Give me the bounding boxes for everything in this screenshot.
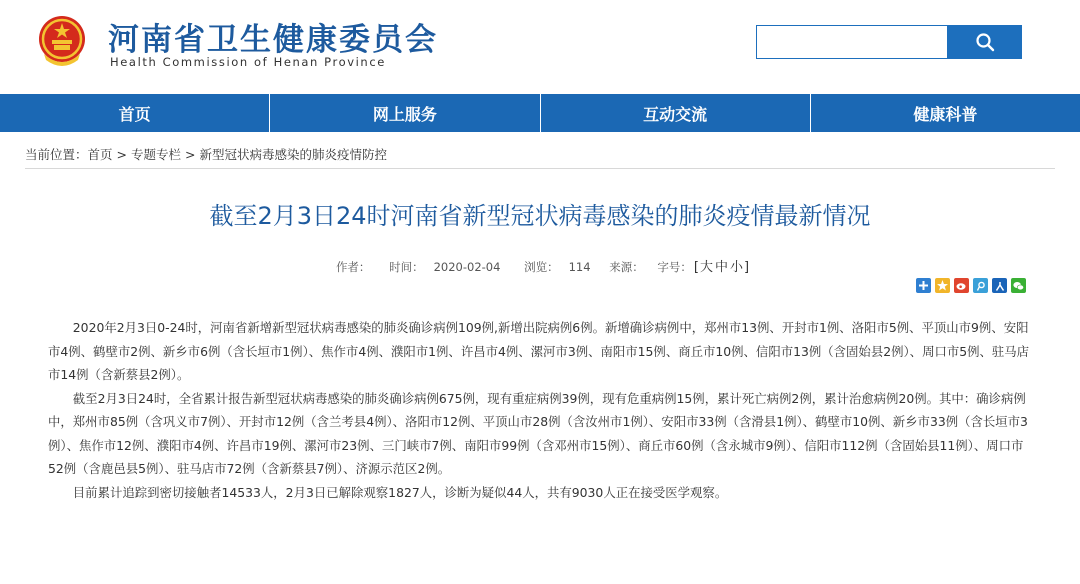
nav-item-online-services[interactable]: 网上服务 (270, 94, 540, 132)
weibo-icon[interactable] (954, 278, 969, 293)
article-body (48, 316, 1038, 504)
site-header (0, 0, 1080, 93)
search-input[interactable] (756, 25, 948, 59)
time-label: 时间： (389, 260, 424, 274)
article-meta (0, 256, 1080, 275)
article-paragraph: 截至2月3日24时，全省累计报告新型冠状病毒感染的肺炎确诊病例675例，现有重症病例39例，现有危重病例15例，累计死亡病例2例，累计治愈病例20例。其中：确诊病例中，郑州市85例（含巩义市7例）、开封市12例（含兰考县4例）、洛阳市12例、平顶山市28例（含汝州市1例）、安阳市33例（含滑县1例）、鹤壁市10例、新乡市33例（含长垣市3例）、焦作市12例、濮阳市4例、许昌市19例、漯河市23例、三门峡市7例、南阳市99例（含邓州市15例）、商丘市60例（含永城市9例）、信阳市112例（含固始县11例）、周口市52例（含鹿邑县5例）、驻马店市72例（含新蔡县7例）、济源示范区2例。 (48, 390, 1028, 476)
breadcrumb-divider (25, 168, 1055, 169)
font-size-bracket-close: ] (743, 260, 750, 275)
font-size-bracket-open: [ (693, 260, 699, 275)
site-subtitle: Health Commission of Henan Province (110, 55, 386, 69)
breadcrumb-item-special-topics[interactable]: 专题专栏 (131, 147, 182, 162)
source-label: 来源： (609, 260, 644, 274)
renren-icon[interactable] (992, 278, 1007, 293)
search-icon (975, 32, 995, 52)
breadcrumb-item-home[interactable]: 首页 (87, 147, 113, 162)
font-size-small-button[interactable]: 小 (729, 260, 743, 275)
national-emblem-icon (36, 14, 88, 68)
breadcrumb-separator: > (116, 147, 128, 162)
article-paragraph: 2020年2月3日0-24时，河南省新增新型冠状病毒感染的肺炎确诊病例109例,新增出院病例6例。新增确诊病例中，郑州市13例、开封市1例、洛阳市5例、平顶山市9例、安阳市4例、鹤壁市2例、新乡市6例（含长垣市1例）、焦作市4例、濮阳市1例、许昌市4例、漯河市3例、南阳市15例、商丘市10例、信阳市13例（含固始县2例）、周口市5例、驻马店市14例（含新蔡县2例）。 (48, 320, 1030, 382)
main-nav (0, 94, 1080, 132)
breadcrumb-prefix: 当前位置： (25, 147, 88, 162)
nav-item-health-science[interactable]: 健康科普 (913, 104, 978, 124)
author-label: 作者： (335, 260, 371, 274)
tencent-weibo-icon[interactable] (973, 278, 988, 293)
wechat-icon[interactable] (1011, 278, 1026, 293)
views-label: 浏览： (524, 260, 559, 274)
share-toolbar (916, 278, 1026, 293)
font-size-large-button[interactable]: 大 (699, 260, 713, 275)
view-count: 114 (568, 260, 591, 274)
font-size-label: 字号： (657, 260, 692, 274)
font-size-medium-button[interactable]: 中 (714, 260, 728, 275)
qzone-icon[interactable] (935, 278, 950, 293)
article-title: 截至2月3日24时河南省新型冠状病毒感染的肺炎疫情最新情况 (209, 202, 871, 230)
plus-share-icon[interactable] (916, 278, 931, 293)
site-title: 河南省卫生健康委员会 (108, 22, 438, 58)
breadcrumb (25, 145, 387, 163)
nav-item-interaction[interactable]: 互动交流 (541, 94, 811, 132)
nav-item-home[interactable]: 首页 (0, 94, 270, 132)
breadcrumb-separator: > (185, 147, 196, 162)
breadcrumb-item-epidemic-control[interactable]: 新型冠状病毒感染的肺炎疫情防控 (199, 147, 388, 162)
publish-time: 2020-02-04 (433, 260, 501, 274)
search-button[interactable] (948, 25, 1022, 59)
article-paragraph: 目前累计追踪到密切接触者14533人，2月3日已解除观察1827人，诊断为疑似44人，共有9030人正在接受医学观察。 (72, 484, 728, 500)
